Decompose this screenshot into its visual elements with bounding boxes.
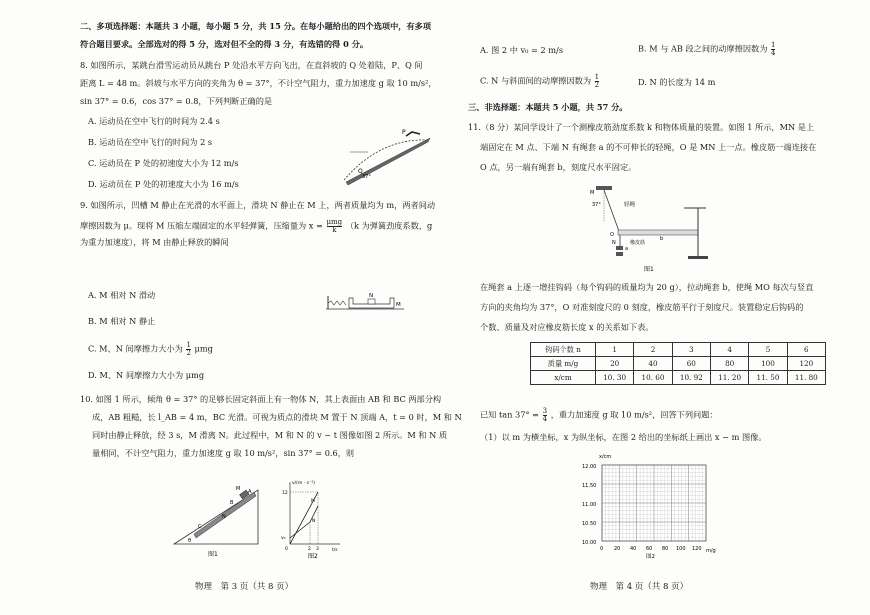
q10-optc-fraction: [595, 74, 599, 89]
table-cell: 10. 92: [672, 371, 710, 385]
section3-heading: 三、非选择题：本题共 5 小题，共 57 分。: [468, 102, 628, 112]
q10-fig2-caption: 图2: [308, 553, 318, 560]
q9-line1: 9. 如图所示，凹槽 M 静止在光滑的水平面上，滑块 N 静止在 M 上，两者质量均为 m，两者间动: [80, 200, 436, 210]
q11-known-fraction: [543, 408, 547, 423]
q10-fig2-y12: 12: [282, 491, 288, 496]
y-tick-label: 10.50: [582, 521, 597, 527]
q9-line3: 为重力加速度），将 M 由静止释放的瞬间: [80, 237, 229, 247]
q8-line2: 距离 L = 48 m。斜坡与水平方向的夹角为 θ = 37°，不计空气阻力，重力加速度 g 取 10 m/s²，: [80, 78, 437, 88]
table-cell: 2: [634, 343, 672, 357]
q8-fig-angle: 37°: [362, 174, 371, 180]
q9-option-d: D. M、N 间摩擦力大小为 μmg: [88, 370, 205, 380]
q9-fraction: [327, 219, 343, 234]
q9-figure: [326, 290, 406, 312]
q11-line3: O 点，另一端有绳套 b，刻度尺水平固定。: [480, 162, 637, 172]
q11-known-end: ，重力加速度 g 取 10 m/s²，回答下列问题：: [550, 409, 718, 420]
q10-option-d: D. N 的长度为 14 m: [638, 77, 716, 87]
section2-line2: 符合题目要求。全部选对的得 5 分，选对但不全的得 3 分，有选错的得 0 分。: [80, 39, 369, 49]
x-tick-label: 60: [646, 546, 653, 552]
q9-optc-start: C. M、N 间摩擦力大小为: [88, 343, 183, 354]
q10-line1: 10. 如图 1 所示，倾角 θ = 37° 的足够长固定斜面上有一物体 N，其上表面由 AB 和 BC 两部分构: [80, 394, 442, 404]
table-row: [531, 343, 826, 357]
q8-line1: 8. 如图所示，某跳台滑雪运动员从跳台 P 处沿水平方向飞出，在直斜坡的 Q 处着陆，P、Q 间: [80, 60, 423, 70]
q11-para3: 个数、质量及对应橡皮筋长度 x 的关系如下表。: [480, 322, 654, 332]
table-cell: 3: [672, 343, 710, 357]
q10-fig1-caption: 图1: [208, 551, 218, 558]
table-cell: 4: [710, 343, 748, 357]
y-tick-label: 12.00: [582, 464, 597, 470]
q10-optb-fraction: [771, 42, 775, 57]
right-page: [440, 0, 870, 615]
q11-figure2-grid: [564, 452, 724, 560]
q11-sub1: （1）以 m 为横坐标，x 为纵坐标，在图 2 给出的坐标纸上画出 x − m 图像。: [480, 432, 767, 442]
q11-fig1-angle: 37°: [592, 202, 601, 208]
q9-optc-den: 2: [186, 349, 191, 357]
q9-option-a: A. M 相对 N 滑动: [88, 290, 156, 300]
q8-fig-q: Q: [358, 168, 363, 175]
q10-optc-num: 1: [594, 73, 600, 81]
table-cell: 质量 m/g: [531, 357, 596, 371]
q11-fig1-o: O: [610, 232, 614, 238]
q8-option-b: B. 运动员在空中飞行的时间为 2 s: [88, 137, 213, 147]
q11-fig1-band: 橡皮筋: [630, 240, 646, 246]
q9-frac-den: k: [332, 226, 337, 234]
q11-fig2-xlabel: m/g: [706, 548, 716, 554]
q8-option-a: A. 运动员在空中飞行的时间为 2.4 s: [88, 116, 220, 126]
x-tick-label: 100: [676, 546, 686, 552]
q10-optc-start: C. N 与斜面间的动摩擦因数为: [480, 75, 592, 86]
q10-fig2-m: M: [311, 499, 315, 504]
q11-known-start: 已知 tan 37° =: [480, 409, 539, 420]
x-tick-label: 0: [600, 546, 604, 552]
q10-fig2-x2: 2: [308, 547, 311, 552]
table-cell: 100: [749, 357, 787, 371]
table-cell: 1: [596, 343, 634, 357]
q8-option-c: C. 运动员在 P 处的初速度大小为 12 m/s: [88, 158, 239, 168]
x-tick-label: 20: [614, 546, 621, 552]
y-tick-label: 11.50: [582, 483, 597, 489]
q10-fig1-a: A: [248, 489, 252, 495]
table-cell: 10. 60: [634, 371, 672, 385]
q9-frac-num: μmg: [326, 218, 343, 226]
table-cell: 11. 80: [787, 371, 825, 385]
q10-option-b: [638, 42, 776, 57]
grid-lines: [602, 465, 706, 541]
q10-line4: 量相同，不计空气阻力，重力加速度 g 取 10 m/s²，sin 37° = 0.6，则: [92, 448, 355, 458]
q11-para1: 在绳套 a 上逐一增挂钩码（每个钩码的质量均为 20 g），拉动绳套 b，使绳 MO 每次与竖直: [480, 282, 814, 292]
q11-known: [480, 408, 718, 423]
q10-fig2-n: N: [312, 519, 316, 524]
q10-fig2-ylabel: v/(m · s⁻¹): [292, 481, 315, 486]
x-tick-label: 40: [630, 546, 637, 552]
q11-fig2-caption: 图2: [646, 554, 655, 560]
q9-optc-fraction: [186, 342, 190, 357]
q9-line2: [80, 219, 432, 234]
right-footer: 物理 第 4 页（共 8 页）: [590, 582, 689, 592]
q9-optc-end: μmg: [194, 343, 213, 354]
q8-option-d: D. 运动员在 P 处的初速度大小为 16 m/s: [88, 179, 239, 189]
q10-figure1: [170, 480, 265, 560]
table-cell: x/cm: [531, 371, 596, 385]
q11-fig1-a: a: [625, 246, 629, 252]
q9-fig-m: M: [396, 302, 401, 308]
q10-fig1-c: C: [198, 524, 202, 530]
q9-line2-start: 摩擦因数为 μ。现将 M 压缩左端固定的水平轻弹簧，压缩量为 x =: [80, 220, 323, 231]
table-cell: 6: [787, 343, 825, 357]
q10-optb-start: B. M 与 AB 段之间的动摩擦因数为: [638, 43, 768, 54]
q11-fig1-light-rope: 轻绳: [624, 202, 636, 208]
table-cell: 80: [710, 357, 748, 371]
table-row: [531, 371, 826, 385]
q10-optc-den: 2: [594, 81, 600, 89]
section2-line1: 二、多项选择题：本题共 3 小题，每小题 5 分，共 15 分。在每小题给出的四个选项中，有多项: [80, 21, 432, 31]
q9-option-c: [88, 342, 213, 357]
q10-fig1-b: B: [230, 500, 234, 506]
table-cell: 60: [672, 357, 710, 371]
q11-fig1-n: N: [612, 240, 616, 246]
q10-option-c: [480, 74, 600, 89]
q9-line2-end: （k 为弹簧劲度系数，g: [345, 220, 433, 231]
y-tick-label: 10.00: [582, 540, 597, 546]
x-tick-label: 120: [692, 546, 702, 552]
q10-fig1-theta: θ: [188, 538, 192, 544]
q9-option-b: B. M 相对 N 静止: [88, 316, 156, 326]
q10-optb-den: 4: [771, 49, 776, 57]
q11-fig1-b: b: [660, 236, 664, 242]
table-cell: 11. 20: [710, 371, 748, 385]
q10-fig1-m: M: [236, 486, 241, 492]
table-cell: 11. 50: [749, 371, 787, 385]
q10-fig1-n: N: [222, 514, 226, 520]
q10-figure2: [278, 478, 348, 560]
q9-optc-num: 1: [186, 341, 191, 349]
table-cell: 10. 30: [596, 371, 634, 385]
q8-line3: sin 37° = 0.6，cos 37° = 0.8，下列判断正确的是: [80, 96, 273, 106]
table-row: [531, 357, 826, 371]
table-cell: 钩码个数 n: [531, 343, 596, 357]
q9-fig-n: N: [369, 293, 374, 299]
q8-fig-p: P: [402, 129, 406, 136]
q11-known-den: 4: [542, 415, 548, 423]
q11-data-table: [530, 342, 826, 385]
q8-figure: [340, 128, 432, 186]
q10-optb-num: 1: [771, 41, 776, 49]
table-cell: 20: [596, 357, 634, 371]
y-tick-label: 11.00: [582, 502, 597, 508]
q11-fig1-m: M: [590, 190, 595, 196]
left-footer: 物理 第 3 页（共 8 页）: [195, 582, 294, 592]
q11-figure1: [588, 182, 723, 277]
q11-line1: 11.（8 分）某同学设计了一个测橡皮筋劲度系数 k 和物体质量的装置。如图 1 所示，MN 是上: [468, 122, 815, 132]
q11-para2: 方向的夹角均为 37°，O 对准刻度尺的 0 刻度，橡皮筋平行于刻度尺。装置稳定后钩码的: [480, 302, 804, 312]
table-cell: 5: [749, 343, 787, 357]
q10-option-a: A. 图 2 中 v₀ = 2 m/s: [480, 45, 564, 55]
q11-fig1-caption: 图1: [644, 266, 654, 273]
q10-fig2-v0: v₀: [281, 536, 286, 541]
q11-known-num: 3: [542, 407, 548, 415]
q10-line3: 同时由静止释放，经 3 s，M 滑离 N。此过程中，M 和 N 的 v − t 图像如图 2 所示。M 和 N 质: [92, 430, 448, 440]
q11-fig2-ylabel: x/cm: [599, 454, 612, 460]
q10-fig2-xlabel: t/s: [332, 548, 338, 553]
q11-line2: 端固定在 M 点、下端 N 有绳套 a 的不可伸长的轻绳，O 是 MN 上一点。橡皮筋一端连接在: [480, 142, 817, 152]
table-cell: 120: [787, 357, 825, 371]
table-cell: 40: [634, 357, 672, 371]
x-tick-label: 80: [662, 546, 669, 552]
q10-fig2-y0: 0: [285, 547, 288, 552]
q10-line2: 成，AB 粗糙，长 l_AB = 4 m，BC 光滑。可视为质点的滑块 M 置于 N 顶端 A，t = 0 时，M 和 N: [92, 412, 462, 422]
q10-fig2-x3: 3: [316, 547, 319, 552]
